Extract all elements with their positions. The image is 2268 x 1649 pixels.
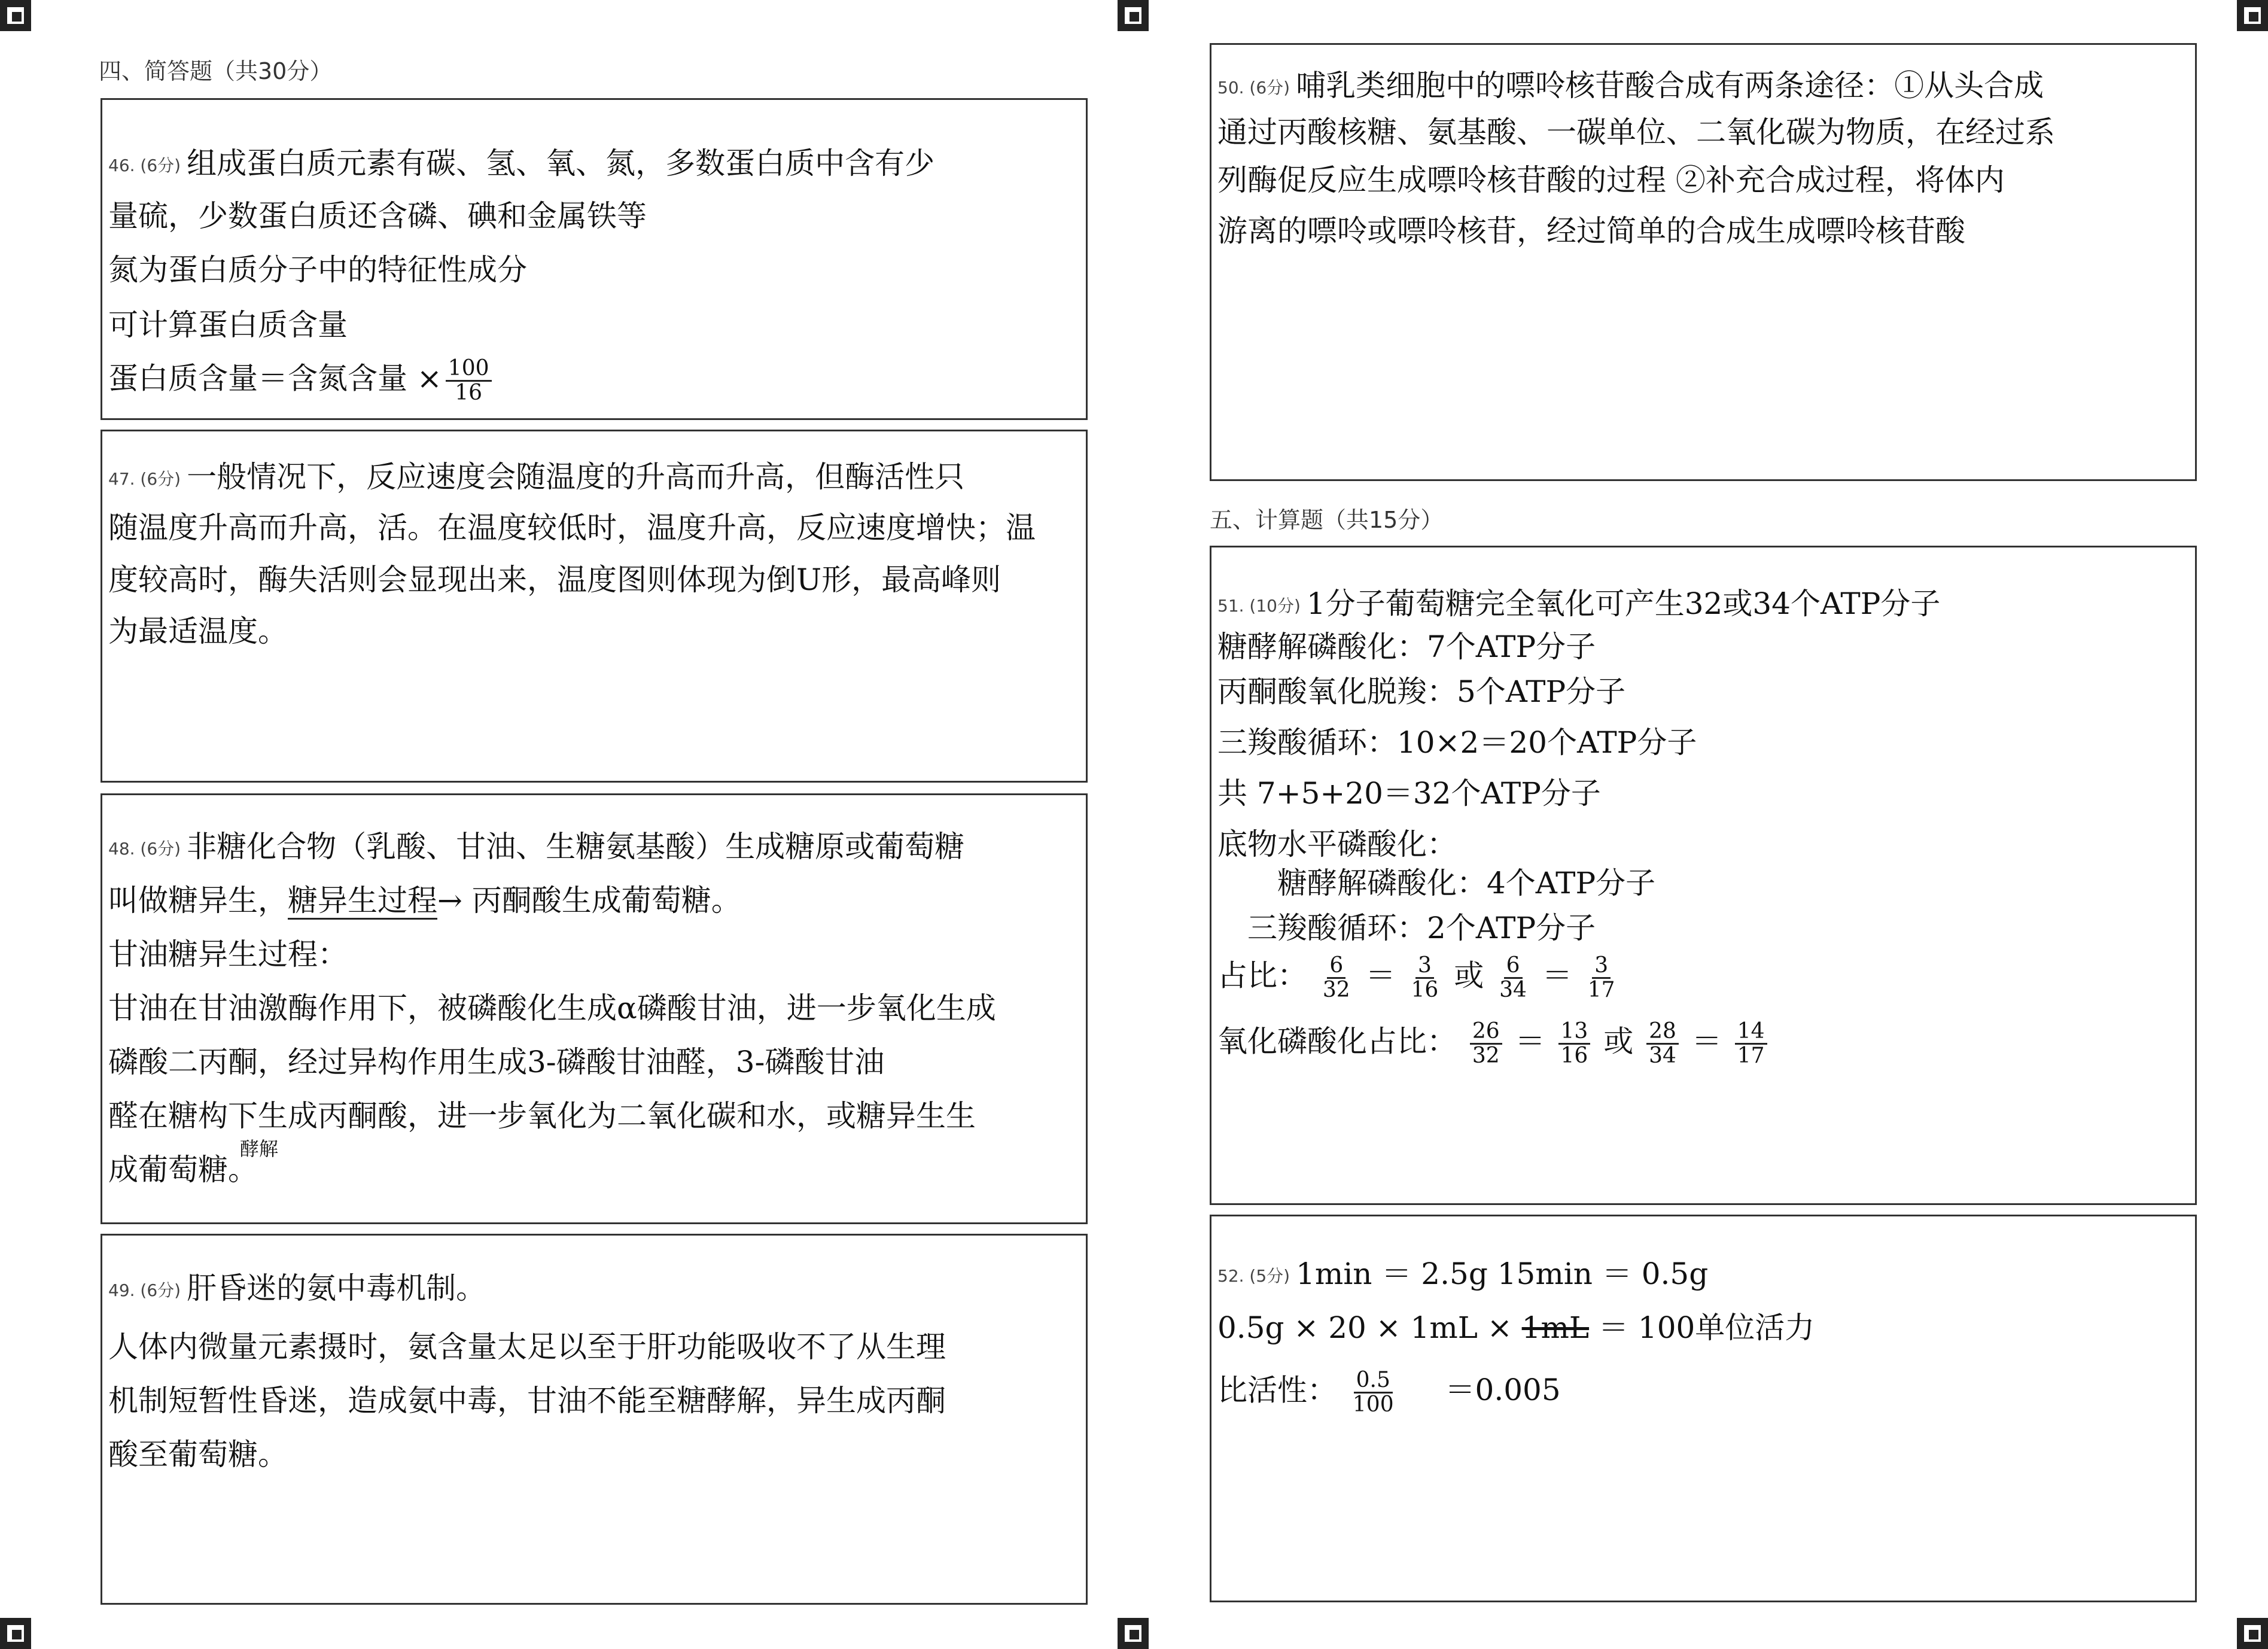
q49-line-4: 酸至葡萄糖。 (108, 1437, 288, 1472)
q49-line-3: 机制短暂性昏迷，造成氨中毒，甘油不能至糖酵解，异生成丙酮 (108, 1383, 946, 1418)
q46-fraction: $\frac{100}{16}$ (446, 357, 492, 404)
question-number-50: 50. (6分) (1217, 78, 1290, 98)
question-number-48: 48. (6分) (108, 839, 181, 859)
q48-line-7: 成葡萄糖。 (108, 1152, 258, 1187)
question-number-46: 46. (6分) (108, 156, 181, 176)
corner-marker-bottom-right (2237, 1618, 2268, 1649)
section-title-short-answer: 四、简答题（共30分） (99, 58, 333, 84)
answer-box-49 (101, 1234, 1088, 1605)
answer-box-52 (1210, 1215, 2197, 1602)
corner-marker-bottom-center (1118, 1618, 1149, 1649)
q47-line-4: 为最适温度。 (108, 614, 288, 649)
q48-line-6: 醛在糖构下生成丙酮酸，进一步氧化为二氧化碳和水，或糖异生生 (108, 1099, 976, 1133)
q50-line-3: 列酶促反应生成嘌呤核苷酸的过程 ②补充合成过程，将体内 (1217, 163, 2005, 197)
corner-marker-bottom-left (0, 1618, 31, 1649)
q50-line-4: 游离的嘌呤或嘌呤核苷，经过简单的合成生成嘌呤核苷酸 (1217, 214, 1965, 248)
q51-line-4: 三羧酸循环：10×2＝20个ATP分子 (1217, 725, 1697, 760)
q51-line-10: 氧化磷酸化占比： $\frac{26}{32}$ ＝ $\frac{13}{16}$ 或 $\frac{28}{34}$ ＝ $\frac{14}{17}$ (1217, 1020, 2189, 1067)
q52-line-3: 比活性： $\frac{0.5}{100}$ ＝0.005 (1217, 1368, 1561, 1417)
q51-line-3: 丙酮酸氧化脱羧：5个ATP分子 (1217, 674, 1626, 709)
answer-box-51 (1210, 546, 2197, 1205)
q51-line-8: 三羧酸循环：2个ATP分子 (1247, 911, 1596, 945)
q50-line-1: 50. (6分) 哺乳类细胞中的嘌呤核苷酸合成有两条途径：①从头合成 (1217, 68, 2044, 103)
q49-line-1: 49. (6分) 肝昏迷的氨中毒机制。 (108, 1271, 486, 1306)
q48-line-1: 48. (6分) 非糖化合物（乳酸、甘油、生糖氨基酸）生成糖原或葡萄糖 (108, 829, 965, 864)
q52-line-2: 0.5g × 20 × 1mL × 1mL ＝ 100单位活力 (1217, 1310, 1815, 1345)
answer-box-47 (101, 430, 1088, 783)
q46-line-3: 氮为蛋白质分子中的特征性成分 (108, 252, 527, 287)
q51-line-1: 51. (10分) 1分子葡萄糖完全氧化可产生32或34个ATP分子 (1217, 586, 1941, 621)
answer-box-46 (101, 98, 1088, 420)
q47-line-3: 度较高时，酶失活则会显现出来，温度图则体现为倒U形，最高峰则 (108, 562, 1001, 597)
q50-line-2: 通过丙酸核糖、氨基酸、一碳单位、二氧化碳为物质，在经过系 (1217, 115, 2055, 150)
q46-line-5: 蛋白质含量＝含氮含量 × $\frac{100}{16}$ (108, 357, 1080, 404)
answer-box-48 (101, 793, 1088, 1224)
q51-line-7: 糖酵解磷酸化：4个ATP分子 (1277, 866, 1656, 900)
question-number-47: 47. (6分) (108, 469, 181, 489)
q49-line-2: 人体内微量元素摄时，氨含量太足以至于肝功能吸收不了从生理 (108, 1329, 946, 1364)
question-number-52: 52. (5分) (1217, 1266, 1290, 1286)
q51-line-5: 共 7+5+20＝32个ATP分子 (1217, 776, 1601, 811)
q51-line-6: 底物水平磷酸化： (1217, 827, 1457, 862)
q51-line-2: 糖酵解磷酸化：7个ATP分子 (1217, 629, 1596, 664)
corner-marker-top-left (0, 0, 31, 31)
question-number-51: 51. (10分) (1217, 596, 1301, 616)
answer-box-50 (1210, 43, 2197, 481)
q47-line-2: 随温度升高而升高，活。在温度较低时，温度升高，反应速度增快；温 (108, 510, 1036, 545)
corner-marker-top-center (1118, 0, 1149, 31)
corner-marker-top-right (2237, 0, 2268, 31)
section-title-calculation: 五、计算题（共15分） (1210, 507, 1444, 533)
q46-line-2: 量硫，少数蛋白质还含磷、碘和金属铁等 (108, 199, 647, 233)
question-number-49: 49. (6分) (108, 1280, 181, 1301)
q51-line-9: 占比： $\frac{6}{32}$ ＝ $\frac{3}{16}$ 或 $\frac{6}{34}$ ＝ $\frac{3}{17}$ (1217, 953, 1615, 1002)
q48-line-2: 叫做糖异生，糖异生过程→ 丙酮酸生成葡萄糖。 (108, 885, 1080, 917)
q48-line-5: 磷酸二丙酮，经过异构作用生成3-磷酸甘油醛，3-磷酸甘油 (108, 1045, 885, 1079)
q52-line-1: 52. (5分) 1min ＝ 2.5g 15min ＝ 0.5g (1217, 1256, 1709, 1291)
q48-line-4: 甘油在甘油激酶作用下，被磷酸化生成α磷酸甘油，进一步氧化生成 (108, 991, 996, 1026)
q48-line-3: 甘油糖异生过程： (108, 937, 348, 972)
q47-line-1: 47. (6分) 一般情况下，反应速度会随温度的升高而升高，但酶活性只 (108, 460, 965, 494)
q46-line-1: 46. (6分) 组成蛋白质元素有碳、氢、氧、氮，多数蛋白质中含有少 (108, 146, 935, 181)
q48-overlay-note: 酵解 (240, 1137, 279, 1160)
q46-line-4: 可计算蛋白质含量 (108, 308, 348, 342)
